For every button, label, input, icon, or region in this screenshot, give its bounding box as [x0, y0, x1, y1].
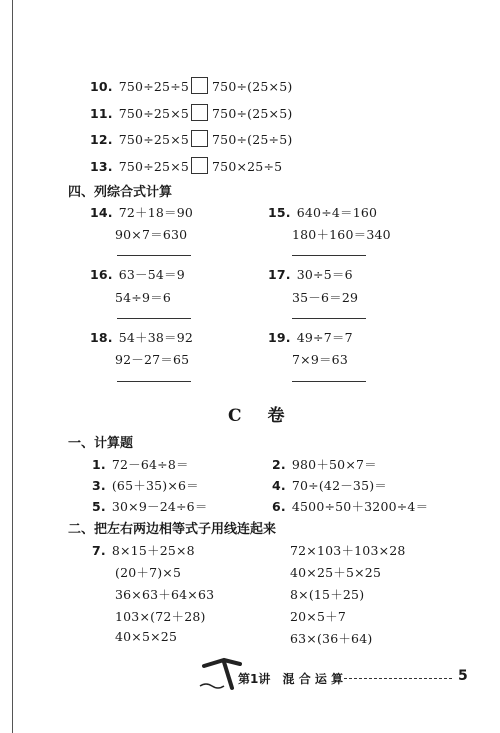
section-heading: 四、列综合式计算: [68, 185, 173, 200]
match-right[interactable]: 72×103＋103×28: [290, 543, 406, 558]
calc-item: 4. 70÷(42－35)＝: [272, 478, 388, 493]
match-right[interactable]: 63×(36＋64): [290, 631, 373, 646]
combine-line: 92－27＝65: [115, 352, 190, 367]
answer-line[interactable]: [292, 318, 366, 319]
answer-line[interactable]: [292, 255, 366, 256]
match-left[interactable]: 36×63＋64×63: [115, 587, 215, 602]
footer-topic: 混 合 运 算: [282, 672, 344, 686]
answer-line[interactable]: [117, 255, 191, 256]
combine-item: 15. 640÷4＝160: [268, 205, 378, 220]
combine-line: 180＋160＝340: [292, 227, 391, 242]
calc-item: 2. 980＋50×7＝: [272, 457, 377, 472]
combine-item: 14. 72＋18＝90: [90, 205, 194, 220]
volume-title: C 卷: [228, 406, 295, 426]
compare-right: 750×25÷5: [212, 159, 283, 174]
compare-left: 750÷25×5: [118, 159, 190, 174]
compare-item: 10. 750÷25÷5 750÷(25×5): [90, 79, 293, 94]
match-right[interactable]: 8×(15＋25): [290, 587, 365, 602]
answer-box[interactable]: [191, 130, 208, 147]
match-left[interactable]: (20＋7)×5: [115, 565, 182, 580]
answer-box[interactable]: [191, 157, 208, 174]
answer-line[interactable]: [117, 381, 191, 382]
answer-line[interactable]: [292, 381, 366, 382]
compare-left: 750÷25÷5: [118, 79, 190, 94]
calc-item: 6. 4500÷50＋3200÷4＝: [272, 499, 429, 514]
combine-item: 17. 30÷5＝6: [268, 267, 353, 282]
calc-item: 1. 72－64÷8＝: [92, 457, 189, 472]
compare-item: 12. 750÷25×5 750÷(25÷5): [90, 132, 293, 147]
section-heading: 二、把左右两边相等式子用线连起来: [68, 522, 277, 537]
compare-left: 750÷25×5: [118, 132, 190, 147]
calc-item: 5. 30×9－24÷6＝: [92, 499, 208, 514]
match-right[interactable]: 20×5＋7: [290, 609, 346, 624]
match-left[interactable]: 103×(72＋28): [115, 609, 206, 624]
compare-item: 11. 750÷25×5 750÷(25×5): [90, 106, 293, 121]
combine-line: 7×9＝63: [292, 352, 348, 367]
compare-left: 750÷25×5: [118, 106, 190, 121]
match-item: 7. 8×15＋25×8: [92, 543, 195, 558]
combine-item: 19. 49÷7＝7: [268, 330, 353, 345]
combine-line: 90×7＝630: [115, 227, 188, 242]
compare-right: 750÷(25÷5): [212, 132, 293, 147]
combine-item: 16. 63－54＝9: [90, 267, 185, 282]
footer-divider: [344, 678, 452, 679]
page-binding-edge: [12, 0, 13, 733]
combine-item: 18. 54＋38＝92: [90, 330, 194, 345]
compare-right: 750÷(25×5): [212, 79, 293, 94]
combine-line: 35－6＝29: [292, 290, 359, 305]
combine-line: 54÷9＝6: [115, 290, 171, 305]
match-left[interactable]: 40×5×25: [115, 629, 178, 644]
calc-item: 3. (65＋35)×6＝: [92, 478, 199, 493]
answer-box[interactable]: [191, 77, 208, 94]
compare-right: 750÷(25×5): [212, 106, 293, 121]
match-right[interactable]: 40×25＋5×25: [290, 565, 382, 580]
match-left[interactable]: 8×15＋25×8: [111, 543, 195, 558]
compare-item: 13. 750÷25×5 750×25÷5: [90, 159, 283, 174]
answer-box[interactable]: [191, 104, 208, 121]
footer-lecture: 第1讲 混 合 运 算: [238, 672, 344, 686]
answer-line[interactable]: [117, 318, 191, 319]
page-number: 5: [458, 668, 468, 684]
section-heading: 一、计算题: [68, 436, 134, 451]
